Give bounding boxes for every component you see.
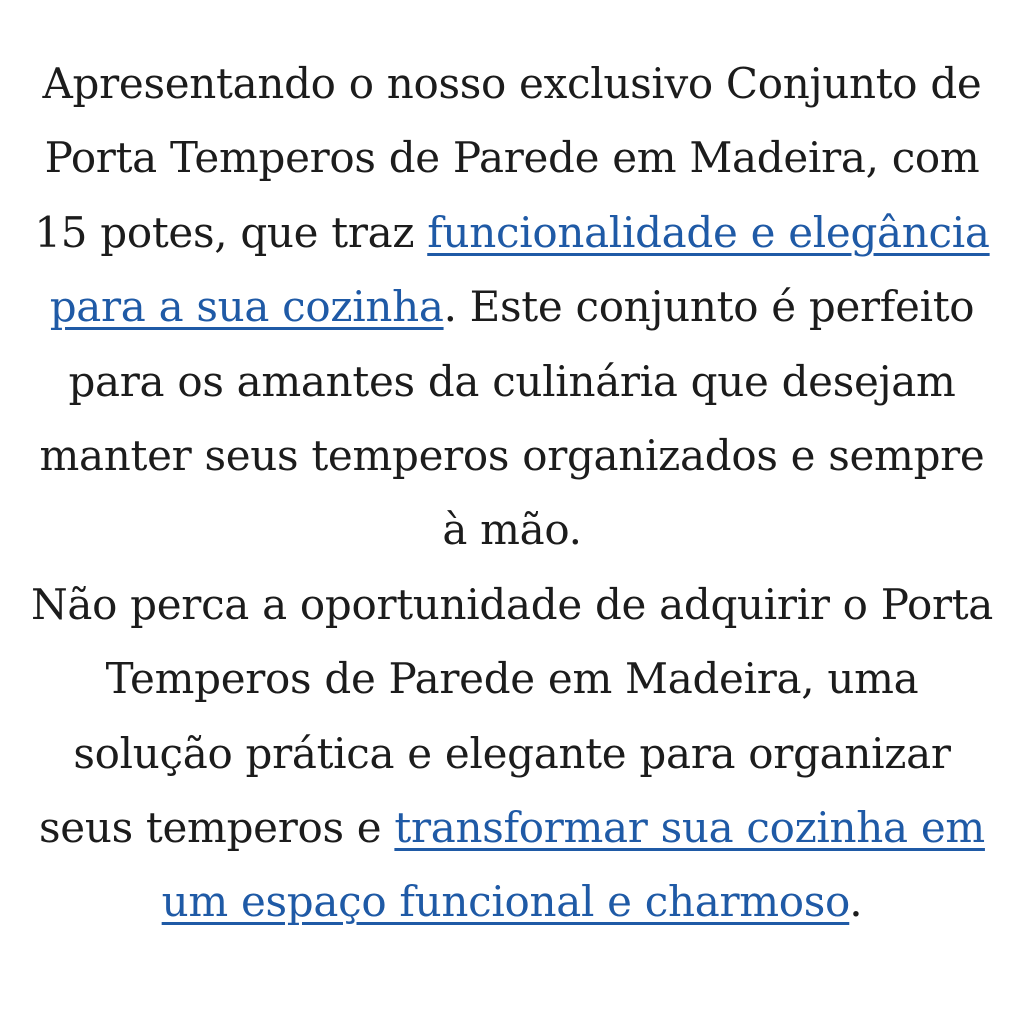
link-functionality-elegance[interactable]: funcionalidade e elegância para a sua cozinha <box>49 207 990 332</box>
paragraph-cta-text-start: Não perca a oportunidade de adquirir o Porta Temperos de Parede em Madeira, uma solução prática e elegante para organizar seus temperos e <box>30 579 994 853</box>
link-transform-kitchen[interactable]: transformar sua cozinha em um espaço funcional e charmoso <box>161 803 985 927</box>
paragraph-intro-text-start: Apresentando o nosso exclusivo Conjunto de Porta Temperos de Parede em Madeira, com 15 potes, que traz <box>34 59 982 257</box>
paragraph-cta <box>24 568 1000 940</box>
product-description <box>24 47 1000 940</box>
paragraph-cta-text-end: . <box>849 877 863 927</box>
paragraph-intro <box>24 47 1000 568</box>
paragraph-intro-text-end: . Este conjunto é perfeito para os amantes da culinária que desejam manter seus temperos organizados e sempre à mão. <box>39 282 985 555</box>
